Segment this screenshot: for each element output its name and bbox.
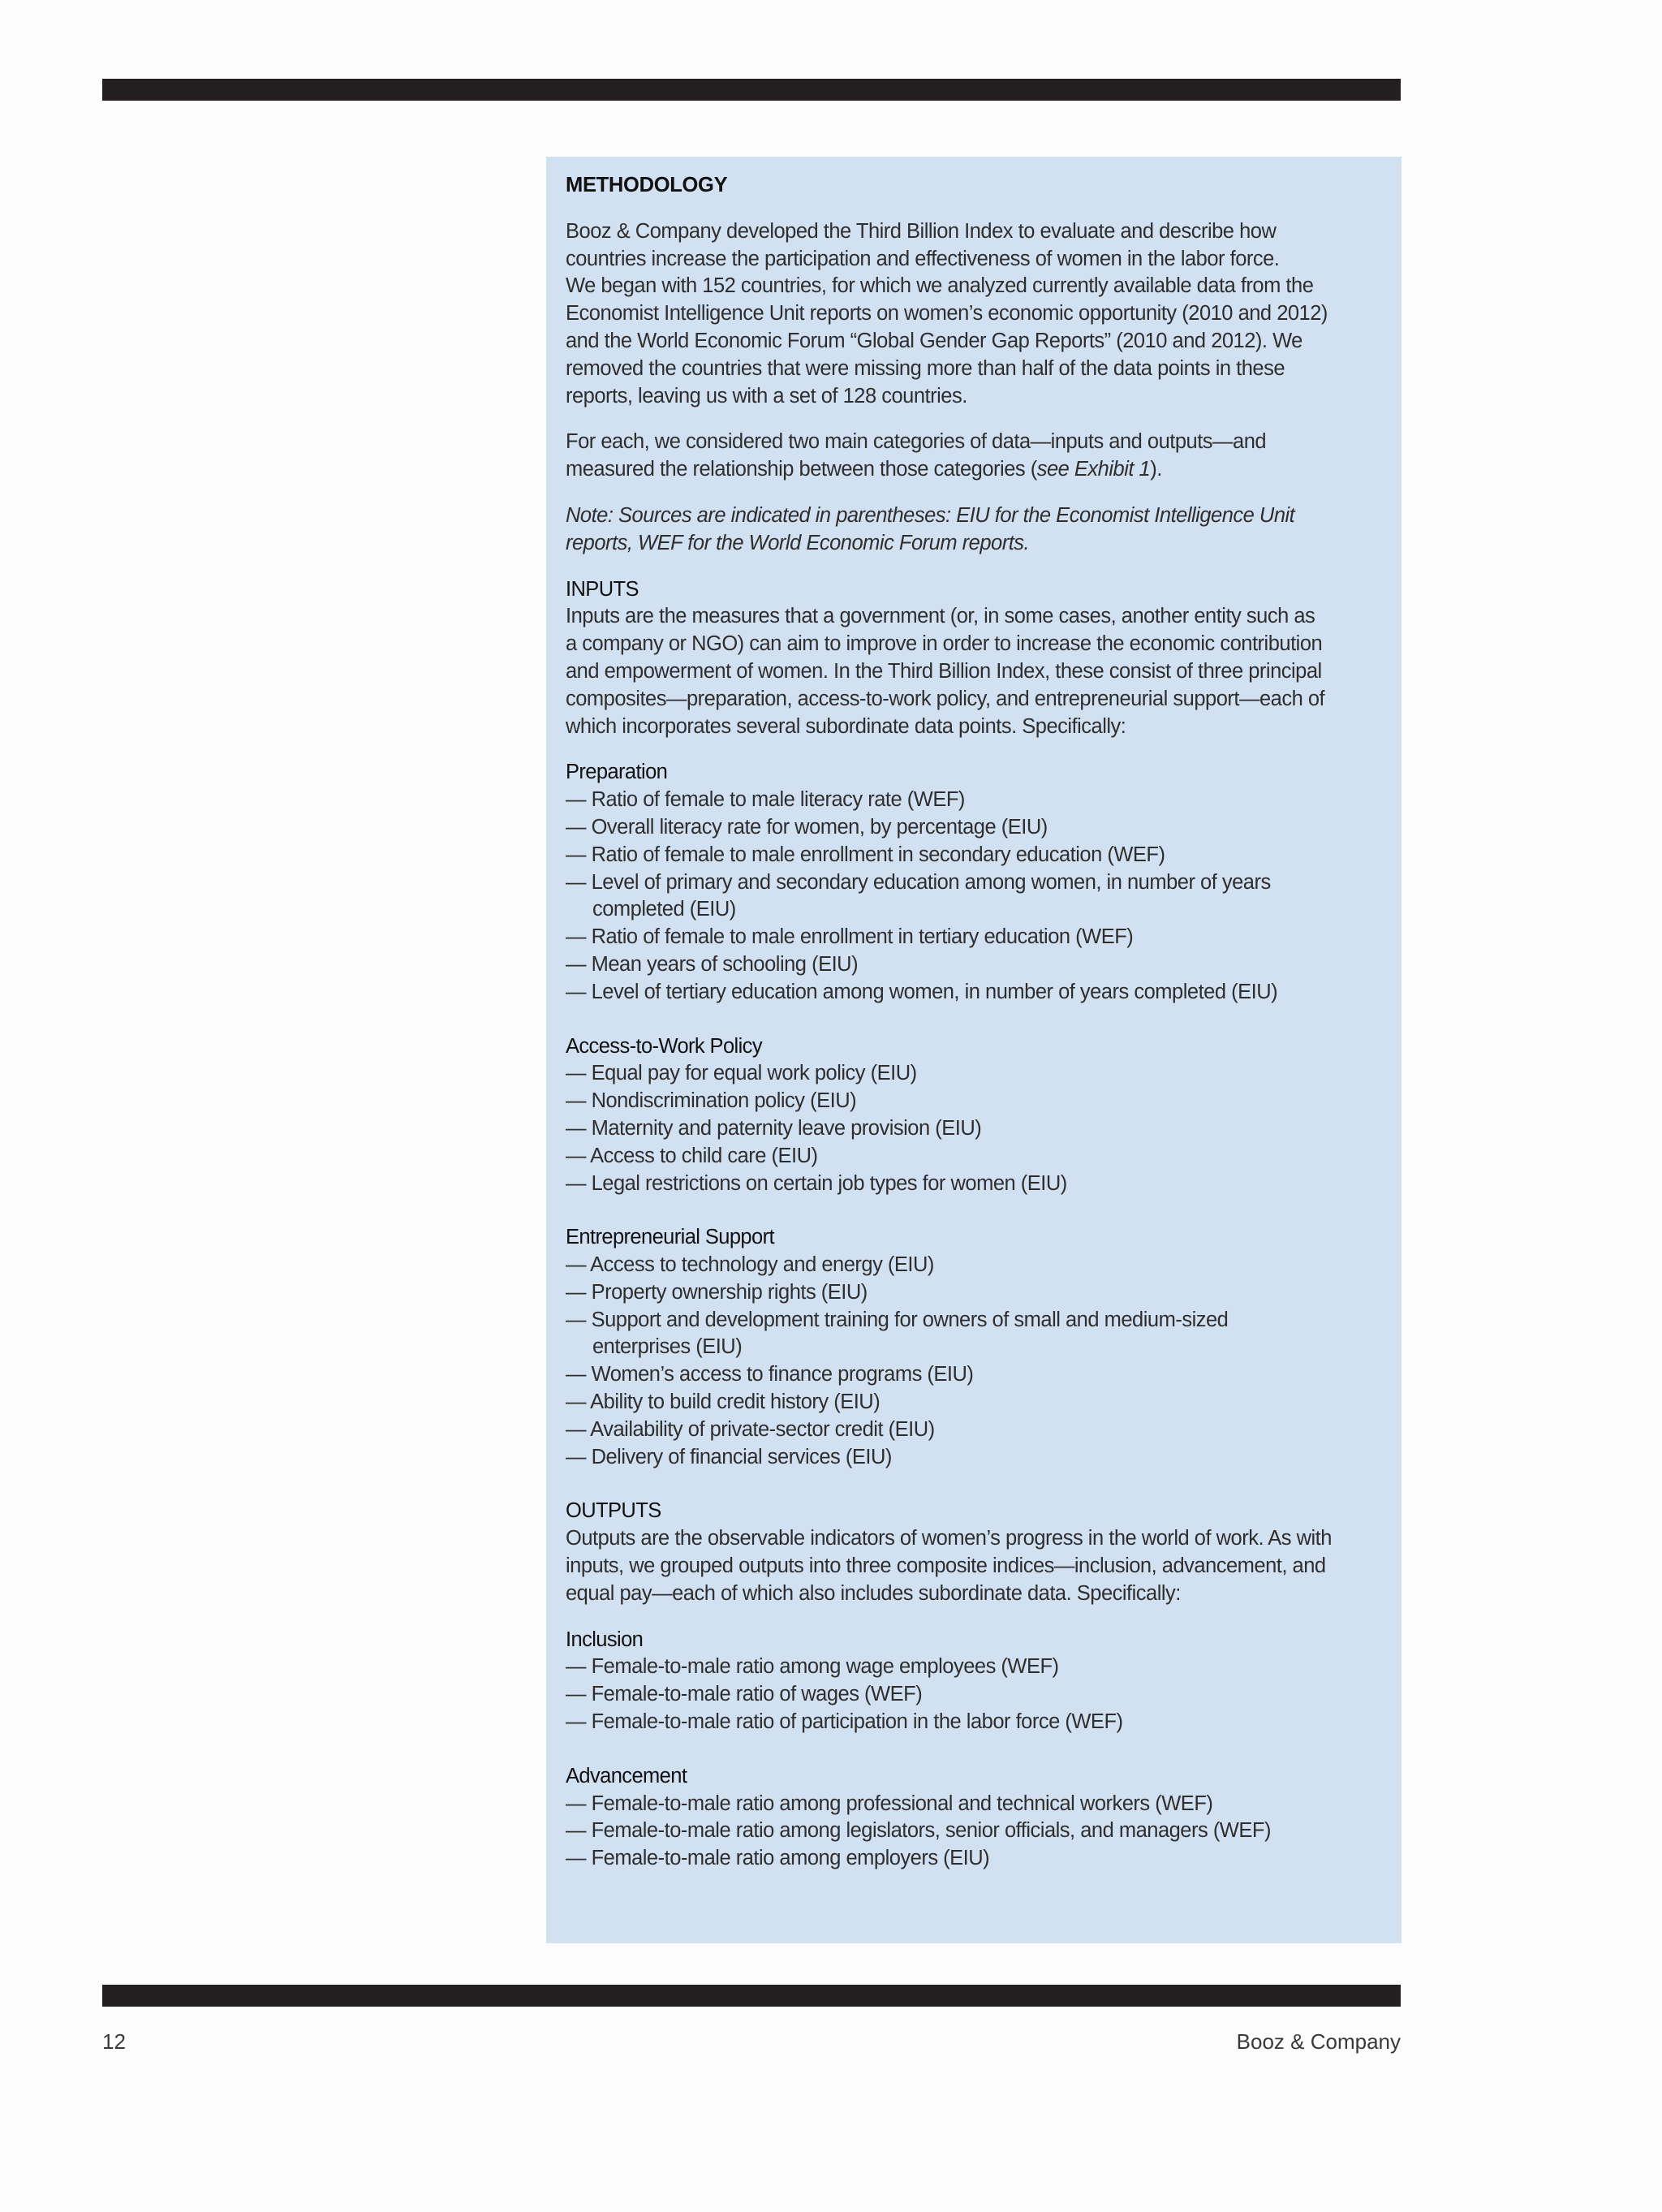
intro-line: removed the countries that were missing more than half of the data points in these xyxy=(566,356,1285,380)
sources-note xyxy=(566,502,1353,558)
list-item: — Female-to-male ratio among professional and technical workers (WEF) xyxy=(566,1792,1213,1815)
list-item: — Ratio of female to male literacy rate (WEF) xyxy=(566,788,965,812)
categories-paragraph xyxy=(566,429,1353,484)
inclusion-list xyxy=(566,1627,1353,1736)
list-item: — Female-to-male ratio of wages (WEF) xyxy=(566,1683,923,1706)
advancement-heading: Advancement xyxy=(566,1764,687,1787)
list-item: — Overall literacy rate for women, by percentage (EIU) xyxy=(566,815,1048,839)
methodology-heading: METHODOLOGY xyxy=(566,174,728,196)
access-to-work-heading: Access-to-Work Policy xyxy=(566,1034,762,1058)
list-item: — Nondiscrimination policy (EIU) xyxy=(566,1089,857,1113)
list-item: — Property ownership rights (EIU) xyxy=(566,1280,868,1304)
inputs-line: composites—preparation, access-to-work policy, and entrepreneurial support—each of xyxy=(566,687,1325,710)
inclusion-heading: Inclusion xyxy=(566,1628,644,1651)
list-item: — Maternity and paternity leave provision (EIU) xyxy=(566,1116,982,1140)
list-item-continuation: completed (EIU) xyxy=(592,898,736,921)
top-rule xyxy=(102,79,1401,101)
list-item: — Level of primary and secondary education among women, in number of years xyxy=(566,870,1271,894)
outputs-heading: OUTPUTS xyxy=(566,1499,661,1523)
inputs-line: Inputs are the measures that a government (or, in some cases, another entity such as xyxy=(566,605,1315,628)
preparation-heading: Preparation xyxy=(566,761,668,784)
entrepreneurial-support-list xyxy=(566,1224,1353,1471)
bottom-rule xyxy=(102,1985,1401,2007)
list-item-continuation: enterprises (EIU) xyxy=(592,1335,743,1359)
intro-line: We began with 152 countries, for which we analyzed currently available data from the xyxy=(566,274,1314,298)
intro-line: reports, leaving us with a set of 128 countries. xyxy=(566,384,967,407)
exhibit-reference: see Exhibit 1 xyxy=(1036,458,1151,481)
intro-line: Economist Intelligence Unit reports on women’s economic opportunity (2010 and 2012) xyxy=(566,302,1328,326)
intro-line: and the World Economic Forum “Global Gender Gap Reports” (2010 and 2012). We xyxy=(566,329,1302,352)
methodology-sidebar xyxy=(546,157,1402,1943)
inputs-line: and empowerment of women. In the Third Billion Index, these consist of three principal xyxy=(566,659,1322,683)
list-item: — Female-to-male ratio among legislators, senior officials, and managers (WEF) xyxy=(566,1819,1271,1843)
outputs-line: Outputs are the observable indicators of women’s progress in the world of work. As with xyxy=(566,1527,1332,1550)
outputs-section xyxy=(566,1498,1353,1607)
list-item: — Female-to-male ratio among employers (EIU) xyxy=(566,1847,990,1870)
list-item: — Legal restrictions on certain job types for women (EIU) xyxy=(566,1171,1067,1195)
list-item: — Ratio of female to male enrollment in secondary education (WEF) xyxy=(566,843,1165,866)
list-item: — Support and development training for owners of small and medium-sized xyxy=(566,1308,1229,1331)
categories-line xyxy=(566,456,1353,484)
publisher-name: Booz & Company xyxy=(1236,2029,1401,2054)
list-item: — Ability to build credit history (EIU) xyxy=(566,1391,881,1414)
inputs-heading: INPUTS xyxy=(566,577,639,601)
categories-line: For each, we considered two main categories of data—inputs and outputs—and xyxy=(566,430,1267,454)
inputs-line: which incorporates several subordinate data points. Specifically: xyxy=(566,714,1126,738)
inputs-line: a company or NGO) can aim to improve in order to increase the economic contribution xyxy=(566,632,1323,656)
list-item: — Ratio of female to male enrollment in tertiary education (WEF) xyxy=(566,925,1134,949)
list-item: — Women’s access to finance programs (EIU) xyxy=(566,1363,974,1386)
list-item: — Access to child care (EIU) xyxy=(566,1144,818,1167)
advancement-list xyxy=(566,1763,1353,1873)
access-to-work-list xyxy=(566,1033,1353,1198)
list-item: — Mean years of schooling (EIU) xyxy=(566,952,859,976)
note-line: reports, WEF for the World Economic Forum reports. xyxy=(566,531,1030,554)
list-item: — Availability of private-sector credit (EIU) xyxy=(566,1417,935,1441)
intro-line: countries increase the participation and effectiveness of women in the labor force. xyxy=(566,247,1280,270)
categories-text: measured the relationship between those categories ( xyxy=(566,458,1037,481)
list-item: — Female-to-male ratio of participation in the labor force (WEF) xyxy=(566,1710,1123,1734)
inputs-section xyxy=(566,576,1353,741)
entrepreneurial-support-heading: Entrepreneurial Support xyxy=(566,1226,774,1249)
list-item: — Access to technology and energy (EIU) xyxy=(566,1253,934,1277)
list-item: — Female-to-male ratio among wage employees (WEF) xyxy=(566,1655,1059,1679)
outputs-line: inputs, we grouped outputs into three composite indices—inclusion, advancement, and xyxy=(566,1554,1326,1578)
intro-paragraph xyxy=(566,218,1353,411)
intro-line: Booz & Company developed the Third Billion Index to evaluate and describe how xyxy=(566,219,1277,243)
preparation-list xyxy=(566,759,1353,1006)
outputs-line: equal pay—each of which also includes subordinate data. Specifically: xyxy=(566,1581,1181,1605)
list-item: — Level of tertiary education among women, in number of years completed (EIU) xyxy=(566,980,1278,1003)
note-line: Note: Sources are indicated in parentheses: EIU for the Economist Intelligence Unit xyxy=(566,503,1295,527)
page-number: 12 xyxy=(102,2029,126,2054)
list-item: — Delivery of financial services (EIU) xyxy=(566,1445,892,1468)
list-item: — Equal pay for equal work policy (EIU) xyxy=(566,1062,917,1085)
categories-text: ). xyxy=(1150,458,1162,481)
